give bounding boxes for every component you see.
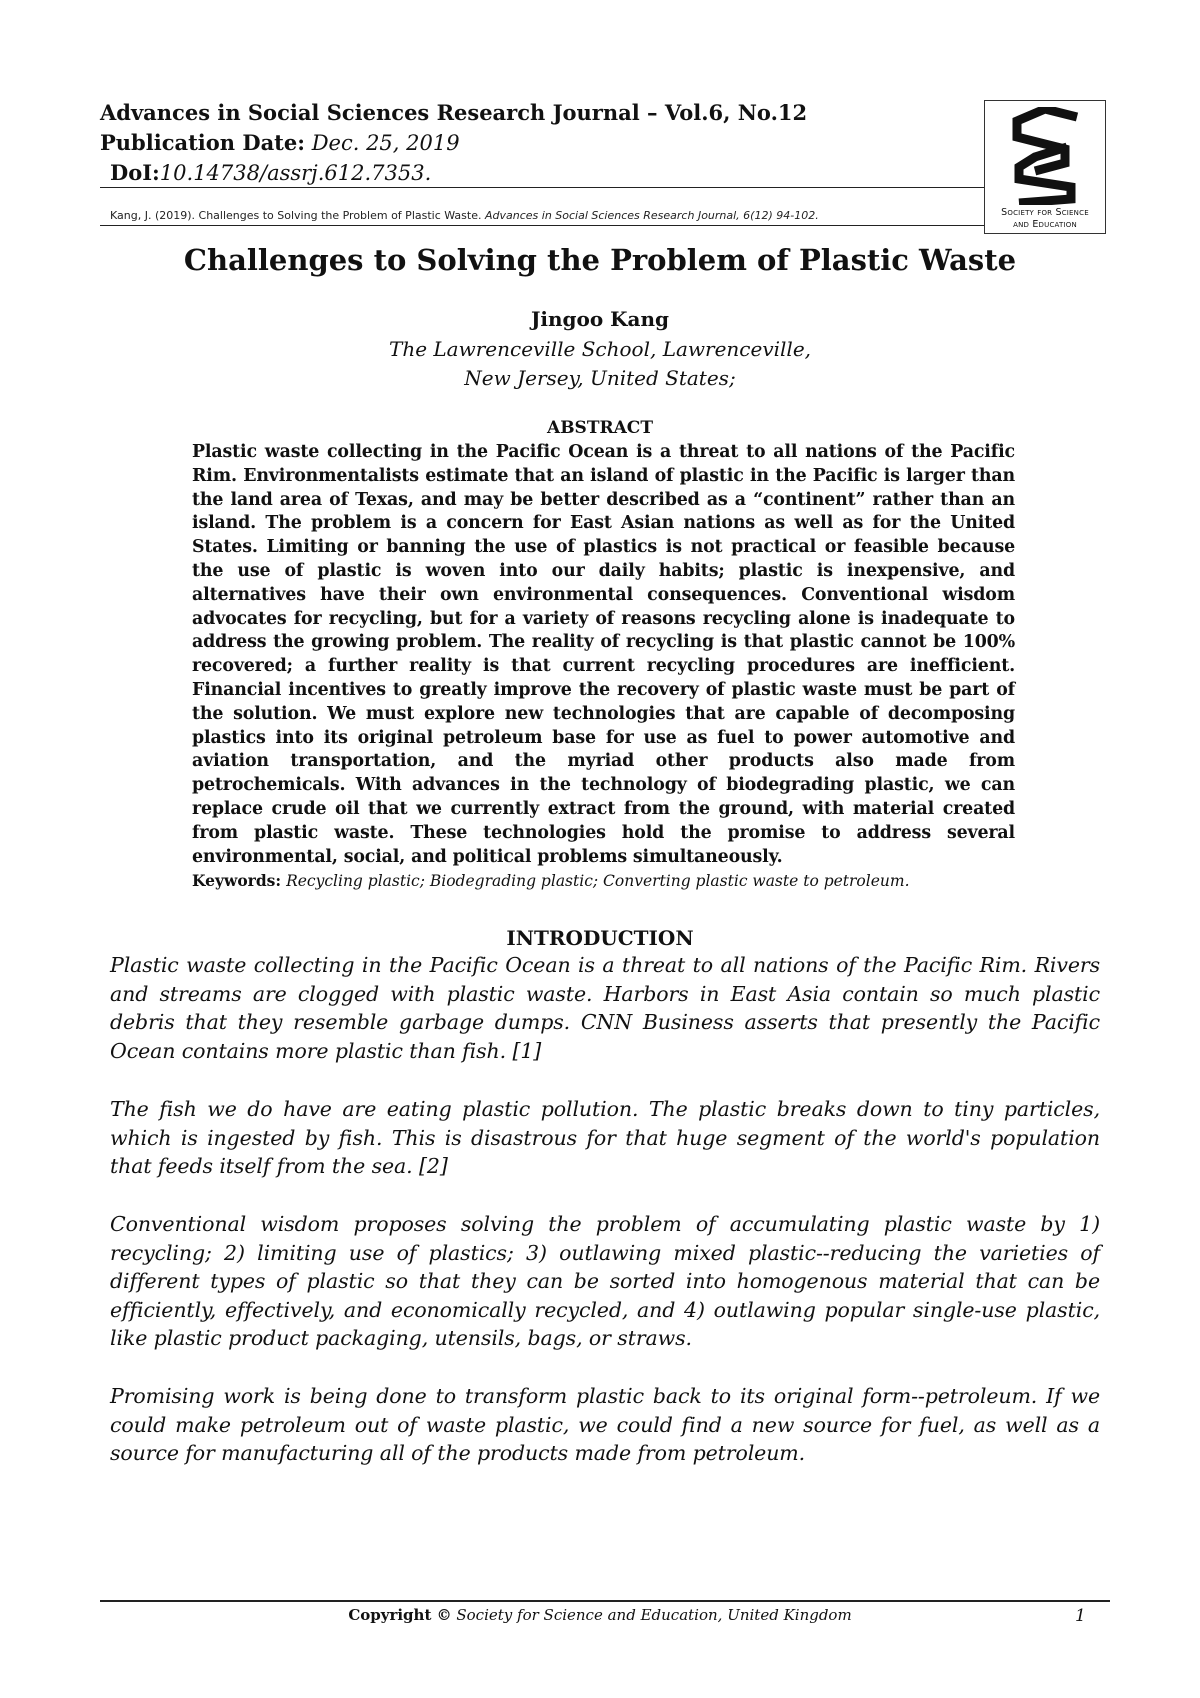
abstract-heading: ABSTRACT xyxy=(547,418,653,438)
publication-date-label: Publication Date: xyxy=(100,130,305,155)
doi-label: DoI: xyxy=(110,160,160,185)
journal-title: Advances in Social Sciences Research Journal – Vol.6, No.12 xyxy=(100,100,808,125)
doi-value[interactable]: 10.14738/assrj.612.7353. xyxy=(159,161,432,185)
citation xyxy=(110,209,819,222)
doi xyxy=(110,160,431,185)
affiliation-line2: New Jersey, United States; xyxy=(464,366,736,390)
affiliation-line1: The Lawrenceville School, Lawrenceville, xyxy=(388,337,812,361)
sse-logo-icon xyxy=(1005,107,1087,205)
footer-divider xyxy=(100,1600,1110,1602)
keywords-value: Recycling plastic; Biodegrading plastic; Converting plastic waste to petroleum. xyxy=(286,872,910,890)
keywords-label: Keywords: xyxy=(192,871,282,890)
publication-date xyxy=(100,130,460,155)
author-name: Jingoo Kang xyxy=(530,307,670,331)
intro-paragraph-2: The fish we do have are eating plastic pollution. The plastic breaks down to tiny particles, which is ingested by fish. This is disastrous for that huge segment of the world's population that feeds itself from the sea. [2] xyxy=(110,1097,1100,1179)
footer-copyright xyxy=(0,1606,1200,1624)
citation-text: Kang, J. (2019). Challenges to Solving the Problem of Plastic Waste. xyxy=(110,209,485,222)
paper-title: Challenges to Solving the Problem of Plastic Waste xyxy=(183,243,1017,277)
keywords xyxy=(192,871,910,890)
copyright-label: Copyright © xyxy=(348,1606,452,1624)
abstract-text: Plastic waste collecting in the Pacific Ocean is a threat to all nations of the Pacific Rim. Environmentalists estimate that an island of plastic in the Pacific is larger than the land area of Texas, and may be better described as a “continent” rather than an island. The problem is a concern for East Asian nations as well as for the United States. Limiting or banning the use of plastics is not practical or feasible because the use of plastic is woven into our daily habits; plastic is inexpensive, and alternatives have their own environmental consequences. Conventional wisdom advocates for recycling, but for a variety of reasons recycling alone is inadequate to address the growing problem. The reality of recycling is that plastic cannot be 100% recovered; a further reality is that current recycling procedures are inefficient. Financial incentives to greatly improve the recovery of plastic waste must be part of the solution. We must explore new technologies that are capable of decomposing plastics into its original petroleum base for use as fuel to power automotive and aviation transportation, and the myriad other products also made from petrochemicals. With advances in the technology of biodegrading plastic, we can replace crude oil that we currently extract from the ground, with material created from plastic waste. These technologies hold the promise to address several environmental, social, and political problems simultaneously. xyxy=(192,442,1015,867)
publication-date-value: Dec. 25, 2019 xyxy=(311,131,460,155)
intro-paragraph-3: Conventional wisdom proposes solving the problem of accumulating plastic waste by 1) recycling; 2) limiting use of plastics; 3) outlawing mixed plastic--reducing the varieties of different types of plastic so that they can be sorted into homogenous material that can be efficiently, effectively, and economically recycled, and 4) outlawing popular single-use plastic, like plastic product packaging, utensils, bags, or straws. xyxy=(110,1212,1100,1351)
society-logo xyxy=(984,100,1106,234)
page-number: 1 xyxy=(1075,1606,1086,1626)
society-name-line2: and Education xyxy=(1013,219,1077,230)
society-name xyxy=(985,207,1105,231)
society-name-line1: Society for Science xyxy=(1001,207,1089,218)
copyright-text: Society for Science and Education, United Kingdom xyxy=(451,1606,852,1624)
intro-paragraph-4: Promising work is being done to transform plastic back to its original form--petroleum. If we could make petroleum out of waste plastic, we could find a new source for fuel, as well as a source for manufacturing all of the products made from petroleum. xyxy=(110,1384,1100,1466)
header-divider xyxy=(100,187,984,188)
citation-journal: Advances in Social Sciences Research Journal, 6(12) 94-102. xyxy=(484,209,819,222)
intro-paragraph-1: Plastic waste collecting in the Pacific Ocean is a threat to all nations of the Pacific Rim. Rivers and streams are clogged with plastic waste. Harbors in East Asia contain so much plastic debris that they resemble garbage dumps. CNN Business asserts that presently the Pacific Ocean contains more plastic than fish. [1] xyxy=(110,953,1100,1063)
citation-divider xyxy=(100,225,984,226)
introduction-heading: INTRODUCTION xyxy=(506,926,694,950)
